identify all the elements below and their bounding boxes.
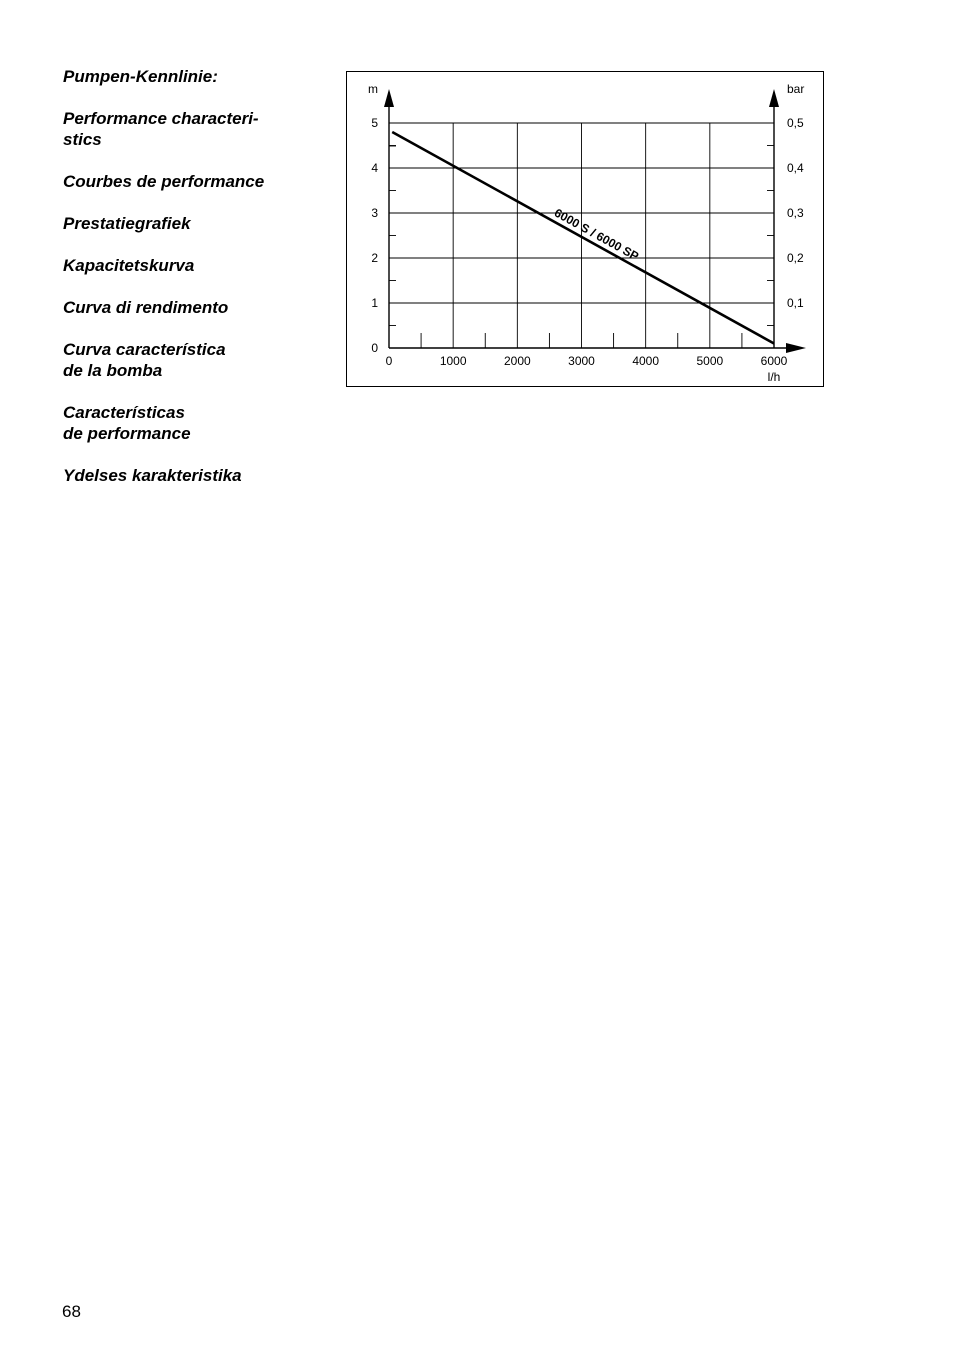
y-left-tick-label: 0 [371,341,378,355]
y-right-tick-label: 0,2 [787,251,804,265]
y-left-tick-label: 2 [371,251,378,265]
y-left-unit: m [368,82,378,96]
title-fr: Courbes de performance [63,172,265,191]
y-axis-right-arrow [769,89,779,107]
y-left-tick-label: 1 [371,296,378,310]
pump-performance-chart [347,72,823,386]
y-right-tick-label: 0,4 [787,161,804,175]
x-tick-label: 1000 [439,354,467,368]
title-list [63,66,323,507]
title-da: Ydelses karakteristika [63,466,242,485]
title-sv: Kapacitetskurva [63,256,195,275]
y-left-tick-label: 3 [371,206,378,220]
x-unit: l/h [767,370,781,384]
title-de: Pumpen-Kennlinie: [63,67,218,86]
y-right-tick-label: 0,1 [787,296,804,310]
x-axis-arrow [786,343,806,353]
title-pt: Características de performance [63,403,191,443]
title-nl: Prestatiegrafiek [63,214,191,233]
y-right-unit: bar [787,82,805,96]
x-tick-label: 3000 [568,354,595,368]
title-en: Performance characteri- stics [63,109,259,149]
y-left-tick-label: 5 [371,116,378,130]
title-it: Curva di rendimento [63,298,229,317]
y-left-tick-label: 4 [371,161,378,175]
chart-frame [346,71,824,387]
y-right-tick-label: 0,5 [787,116,804,130]
x-tick-label: 5000 [696,354,724,368]
series-line [392,132,774,344]
x-tick-label: 2000 [503,354,531,368]
y-right-tick-label: 0,3 [787,206,804,220]
series-label: 6000 S / 6000 SP [551,205,642,264]
y-axis-left-arrow [384,89,394,107]
title-es: Curva característica de la bomba [63,340,226,380]
x-tick-label: 4000 [632,354,660,368]
x-tick-label: 0 [385,354,393,368]
x-tick-label: 6000 [760,354,788,368]
page-number: 68 [62,1302,81,1321]
